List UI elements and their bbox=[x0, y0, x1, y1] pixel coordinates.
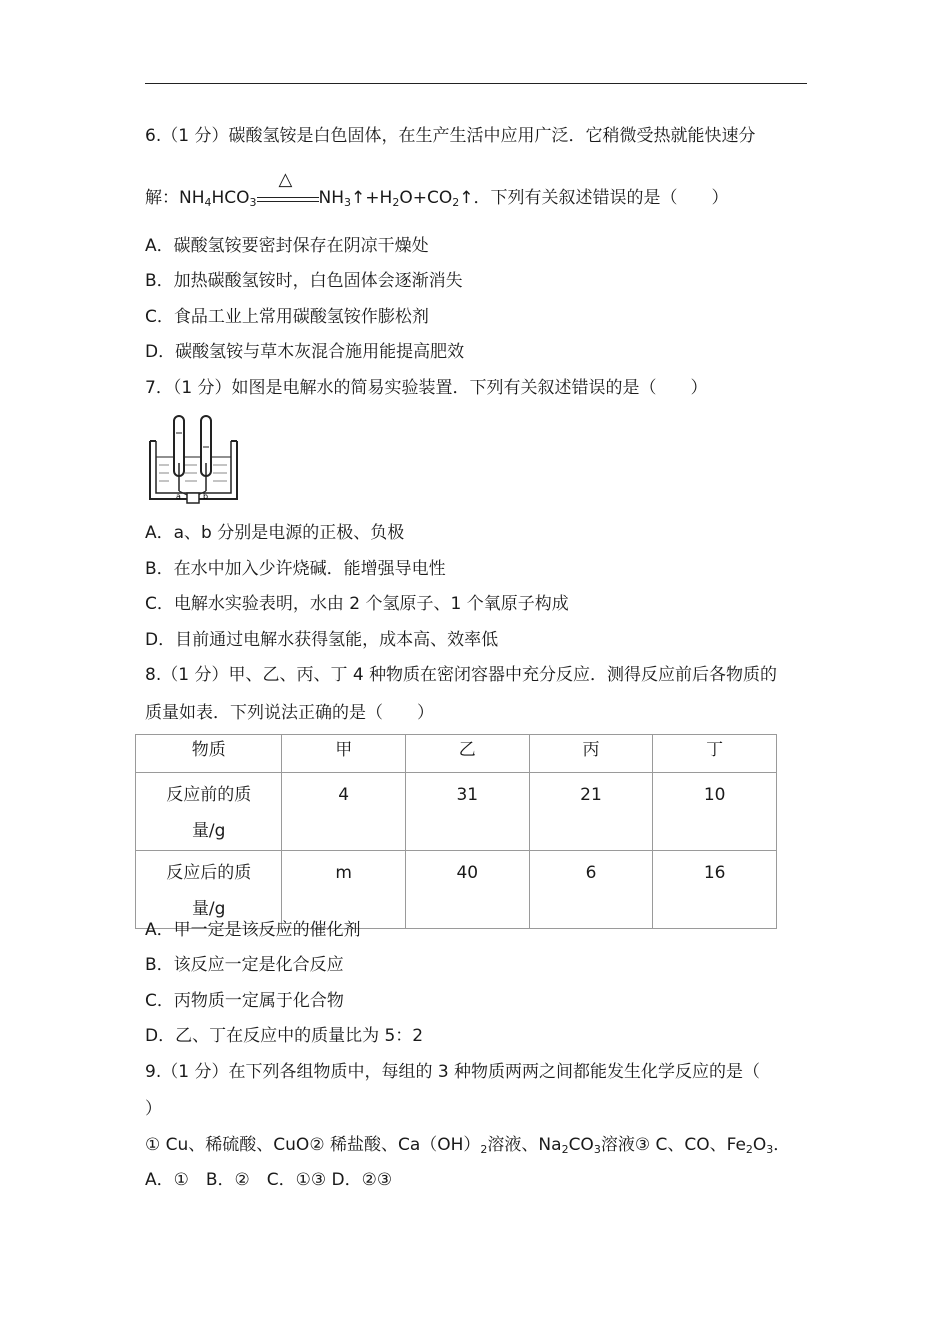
table-header-cell: 丙 bbox=[529, 735, 653, 773]
table-cell: 21 bbox=[529, 773, 653, 851]
q8-option-c: C．丙物质一定属于化合物 bbox=[145, 991, 344, 1011]
table-header-cell: 乙 bbox=[405, 735, 529, 773]
heat-arrow bbox=[257, 169, 319, 210]
q8-option-b: B．该反应一定是化合反应 bbox=[145, 955, 344, 975]
q8-stem-line1: 8.（1 分）甲、乙、丙、丁 4 种物质在密闭容器中充分反应．测得反应前后各物质的 bbox=[145, 665, 778, 685]
q6-stem-line1: 6.（1 分）碳酸氢铵是白色固体，在生产生活中应用广泛．它稍微受热就能快速分 bbox=[145, 126, 756, 146]
electrolysis-apparatus-figure bbox=[145, 413, 241, 505]
table-header-cell: 甲 bbox=[282, 735, 406, 773]
q6-option-a: A．碳酸氢铵要密封保存在阴凉干燥处 bbox=[145, 236, 429, 256]
q8-option-d: D．乙、丁在反应中的质量比为 5：2 bbox=[145, 1026, 424, 1046]
table-row bbox=[136, 851, 777, 929]
q7-option-a: A．a、b 分别是电源的正极、负极 bbox=[145, 523, 405, 543]
table-row bbox=[136, 773, 777, 851]
table-row-label: 反应后的质 量/g bbox=[136, 851, 282, 929]
header-rule bbox=[145, 83, 807, 84]
table-cell: 6 bbox=[529, 851, 653, 929]
q9-groups: ① Cu、稀硫酸、CuO② 稀盐酸、$Ca(OH)_2$溶液、$Na_2CO_3$溶液③ C、CO、$Fe_2O_3$． bbox=[145, 1135, 791, 1156]
q7-option-b: B．在水中加入少许烧碱．能增强导电性 bbox=[145, 559, 446, 579]
q7-stem: 7．（1 分）如图是电解水的简易实验装置．下列有关叙述错误的是（ ） bbox=[145, 378, 708, 398]
heat-triangle: △ bbox=[278, 169, 293, 190]
table-header-cell: 物质 bbox=[136, 735, 282, 773]
table-header-cell: 丁 bbox=[653, 735, 777, 773]
q6-option-d: D．碳酸氢铵与草木灰混合施用能提高肥效 bbox=[145, 342, 465, 362]
label-b: b bbox=[203, 492, 209, 501]
q6-equation: 解：$NH_4HCO_3$ △ $NH_3↑+H_2O+CO_2↑$．下列有关叙述错误的是（ ） bbox=[145, 169, 729, 209]
q8-option-a: A．甲一定是该反应的催化剂 bbox=[145, 920, 361, 940]
q6-option-c: C．食品工业上常用碳酸氢铵作膨松剂 bbox=[145, 307, 429, 327]
q8-stem-line2: 质量如表．下列说法正确的是（ ） bbox=[145, 703, 434, 723]
table-row-label: 反应前的质 量/g bbox=[136, 773, 282, 851]
mass-table bbox=[135, 734, 777, 929]
table-cell: 31 bbox=[405, 773, 529, 851]
q7-option-d: D．目前通过电解水获得氢能，成本高、效率低 bbox=[145, 630, 499, 650]
q9-options: A．① B．② C．①③ D．②③ bbox=[145, 1170, 393, 1190]
q7-option-c: C．电解水实验表明，水由 2 个氢原子、1 个氧原子构成 bbox=[145, 594, 569, 614]
table-cell: m bbox=[282, 851, 406, 929]
table-cell: 16 bbox=[653, 851, 777, 929]
table-cell: 4 bbox=[282, 773, 406, 851]
table-cell: 40 bbox=[405, 851, 529, 929]
label-a: a bbox=[176, 492, 181, 501]
table-header-row bbox=[136, 735, 777, 773]
table-cell: 10 bbox=[653, 773, 777, 851]
q6-option-b: B．加热碳酸氢铵时，白色固体会逐渐消失 bbox=[145, 271, 463, 291]
q9-stem-line1: 9.（1 分）在下列各组物质中，每组的 3 种物质两两之间都能发生化学反应的是（ bbox=[145, 1062, 761, 1082]
q9-stem-line2: ） bbox=[145, 1099, 162, 1119]
